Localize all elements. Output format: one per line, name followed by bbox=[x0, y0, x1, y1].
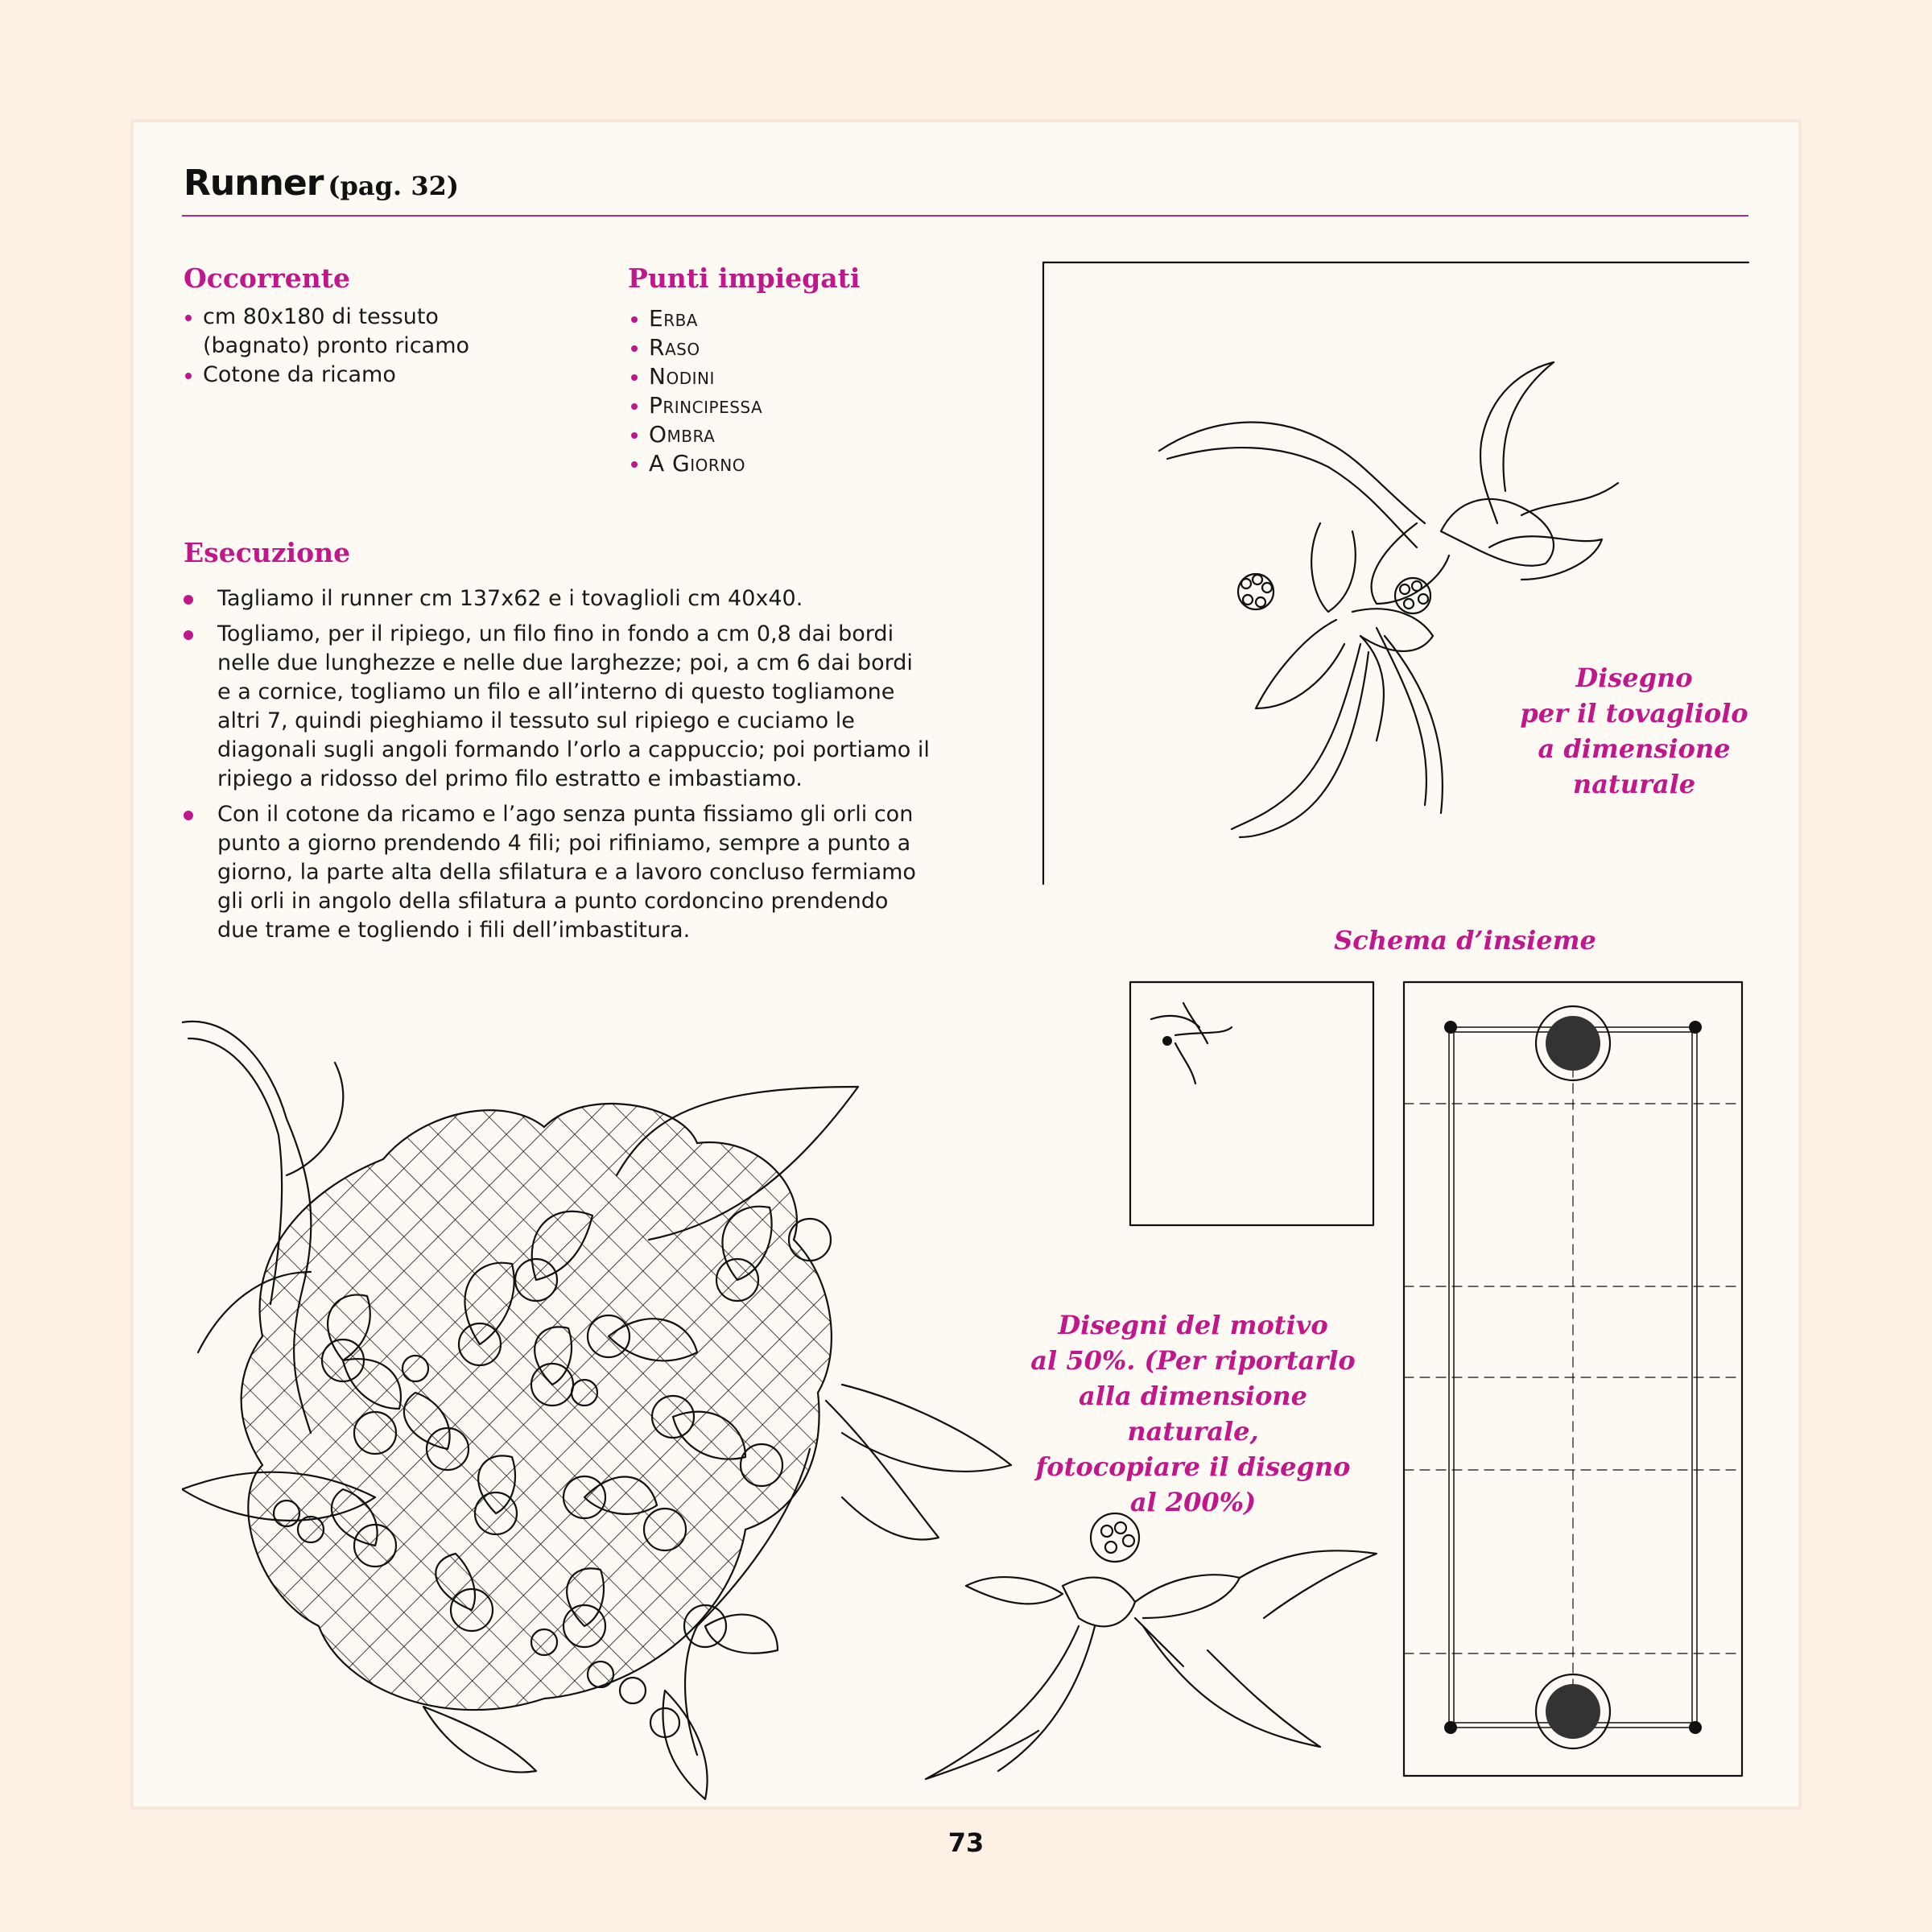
stamen bbox=[1262, 583, 1272, 592]
list-item: Principessa bbox=[628, 391, 918, 420]
bouquet-bottom-fill bbox=[1546, 1684, 1600, 1739]
corner-motif bbox=[1444, 1021, 1457, 1034]
corner-motif bbox=[1689, 1021, 1702, 1034]
petal bbox=[1063, 1578, 1135, 1627]
ribbon bbox=[287, 1063, 343, 1175]
caption-line: naturale bbox=[1572, 769, 1696, 799]
caption-line: alla dimensione naturale, bbox=[1078, 1381, 1308, 1447]
stamen bbox=[1418, 594, 1428, 604]
list-item: Nodini bbox=[628, 362, 918, 391]
caption-line: per il tovagliolo bbox=[1520, 698, 1748, 729]
caption-line: Disegno bbox=[1575, 663, 1693, 693]
bouquet-top-fill bbox=[1546, 1016, 1600, 1071]
esecuzione-list bbox=[182, 584, 931, 952]
list-item: Erba bbox=[628, 304, 918, 333]
ribbon bbox=[1521, 483, 1618, 515]
leaf bbox=[663, 1690, 707, 1799]
petal bbox=[1135, 1575, 1240, 1618]
flower-center bbox=[1091, 1513, 1139, 1562]
ribbon bbox=[1159, 423, 1425, 523]
petal bbox=[1489, 536, 1602, 580]
title-rule bbox=[182, 215, 1748, 217]
title-text: Runner bbox=[184, 163, 324, 204]
stamen bbox=[1241, 579, 1251, 588]
tovagliolo-caption bbox=[1489, 660, 1779, 802]
stamen bbox=[1412, 581, 1422, 591]
page-reference: (pag. 32) bbox=[328, 171, 459, 201]
stamen bbox=[1115, 1522, 1126, 1534]
caption-line: a dimensione bbox=[1538, 733, 1731, 764]
list-item: Cotone da ricamo bbox=[182, 361, 488, 390]
leaf bbox=[423, 1707, 536, 1773]
corner-motif bbox=[1444, 1721, 1457, 1734]
page-number: 73 bbox=[947, 1827, 985, 1858]
napkin-schema bbox=[1127, 979, 1377, 1230]
mini-motif bbox=[1151, 1003, 1208, 1043]
caption-line: fotocopiare il disegno bbox=[1035, 1451, 1351, 1482]
punti-list bbox=[628, 304, 918, 478]
mini-flower bbox=[1162, 1036, 1172, 1046]
list-item: Togliamo, per il ripiego, un filo fino in fondo a cm 0,8 dai bordi nelle due lunghezze e nelle due larghezze; poi, a cm 6 dai bordi e a cornice, togliamo un filo e all’interno di questo togliamone altri 7, quindi pieghiamo il tessuto sul ripiego e cuciamo le diagonali sugli angoli formando l’orlo a cappuccio; poi portiamo il ripiego a ridosso del primo filo estratto e imbastiamo. bbox=[182, 620, 931, 794]
ribbon bbox=[1377, 628, 1426, 805]
occorrente-list bbox=[182, 303, 488, 390]
stamen bbox=[1404, 599, 1414, 609]
leaf bbox=[842, 1385, 1011, 1472]
page-title bbox=[184, 163, 459, 204]
list-item: Con il cotone da ricamo e l’ago senza punta fissiamo gli orli con punto a giorno prendendo 4 fili; poi rifiniamo, sempre a punto a giorno, la parte alta della sfilatura e a lavoro concluso fermiamo gli orli in angolo della sfilatura a punto cordoncino prendendo due trame e togliendo i fili dell’imbastitura. bbox=[182, 800, 931, 945]
ribbon bbox=[1240, 1550, 1377, 1618]
occorrente-heading: Occorrente bbox=[184, 262, 350, 294]
stamen bbox=[1256, 597, 1265, 607]
ribbon bbox=[1240, 652, 1368, 837]
list-item: cm 80x180 di tessuto (bagnato) pronto ricamo bbox=[182, 303, 488, 361]
napkin-outline bbox=[1130, 982, 1373, 1225]
ribbon bbox=[1232, 644, 1360, 829]
corner-motif bbox=[1689, 1721, 1702, 1734]
motivo-caption bbox=[1024, 1307, 1362, 1520]
stamen bbox=[1400, 584, 1410, 594]
schema-caption: Schema d’insieme bbox=[1334, 925, 1596, 956]
ribbon bbox=[1143, 1626, 1320, 1747]
petal bbox=[1311, 523, 1356, 612]
petal bbox=[1360, 636, 1384, 741]
list-item: Tagliamo il runner cm 137x62 e i tovaglioli cm 40x40. bbox=[182, 584, 931, 613]
stamen bbox=[1243, 595, 1253, 605]
runner-schema bbox=[1401, 979, 1747, 1781]
stamen bbox=[1105, 1542, 1117, 1553]
ribbon bbox=[1135, 1618, 1183, 1666]
esecuzione-heading: Esecuzione bbox=[184, 537, 351, 568]
stamen bbox=[1123, 1535, 1134, 1546]
ribbon bbox=[826, 1401, 939, 1540]
caption-line: al 200%) bbox=[1129, 1487, 1257, 1517]
ribbon bbox=[1504, 362, 1554, 491]
petal bbox=[1372, 523, 1449, 604]
list-item: Raso bbox=[628, 333, 918, 362]
list-item: A Giorno bbox=[628, 449, 918, 478]
caption-line: Disegni del motivo bbox=[1058, 1310, 1328, 1340]
lattice-background bbox=[242, 1104, 832, 1710]
punti-heading: Punti impiegati bbox=[628, 262, 861, 294]
caption-line: al 50%. (Per riportarlo bbox=[1030, 1345, 1356, 1376]
list-item: Ombra bbox=[628, 420, 918, 449]
stamen bbox=[1253, 575, 1262, 584]
bouquet-illustration bbox=[182, 1014, 1019, 1807]
ribbon bbox=[1167, 448, 1417, 547]
petal bbox=[1256, 620, 1344, 708]
stamen bbox=[1101, 1525, 1113, 1537]
